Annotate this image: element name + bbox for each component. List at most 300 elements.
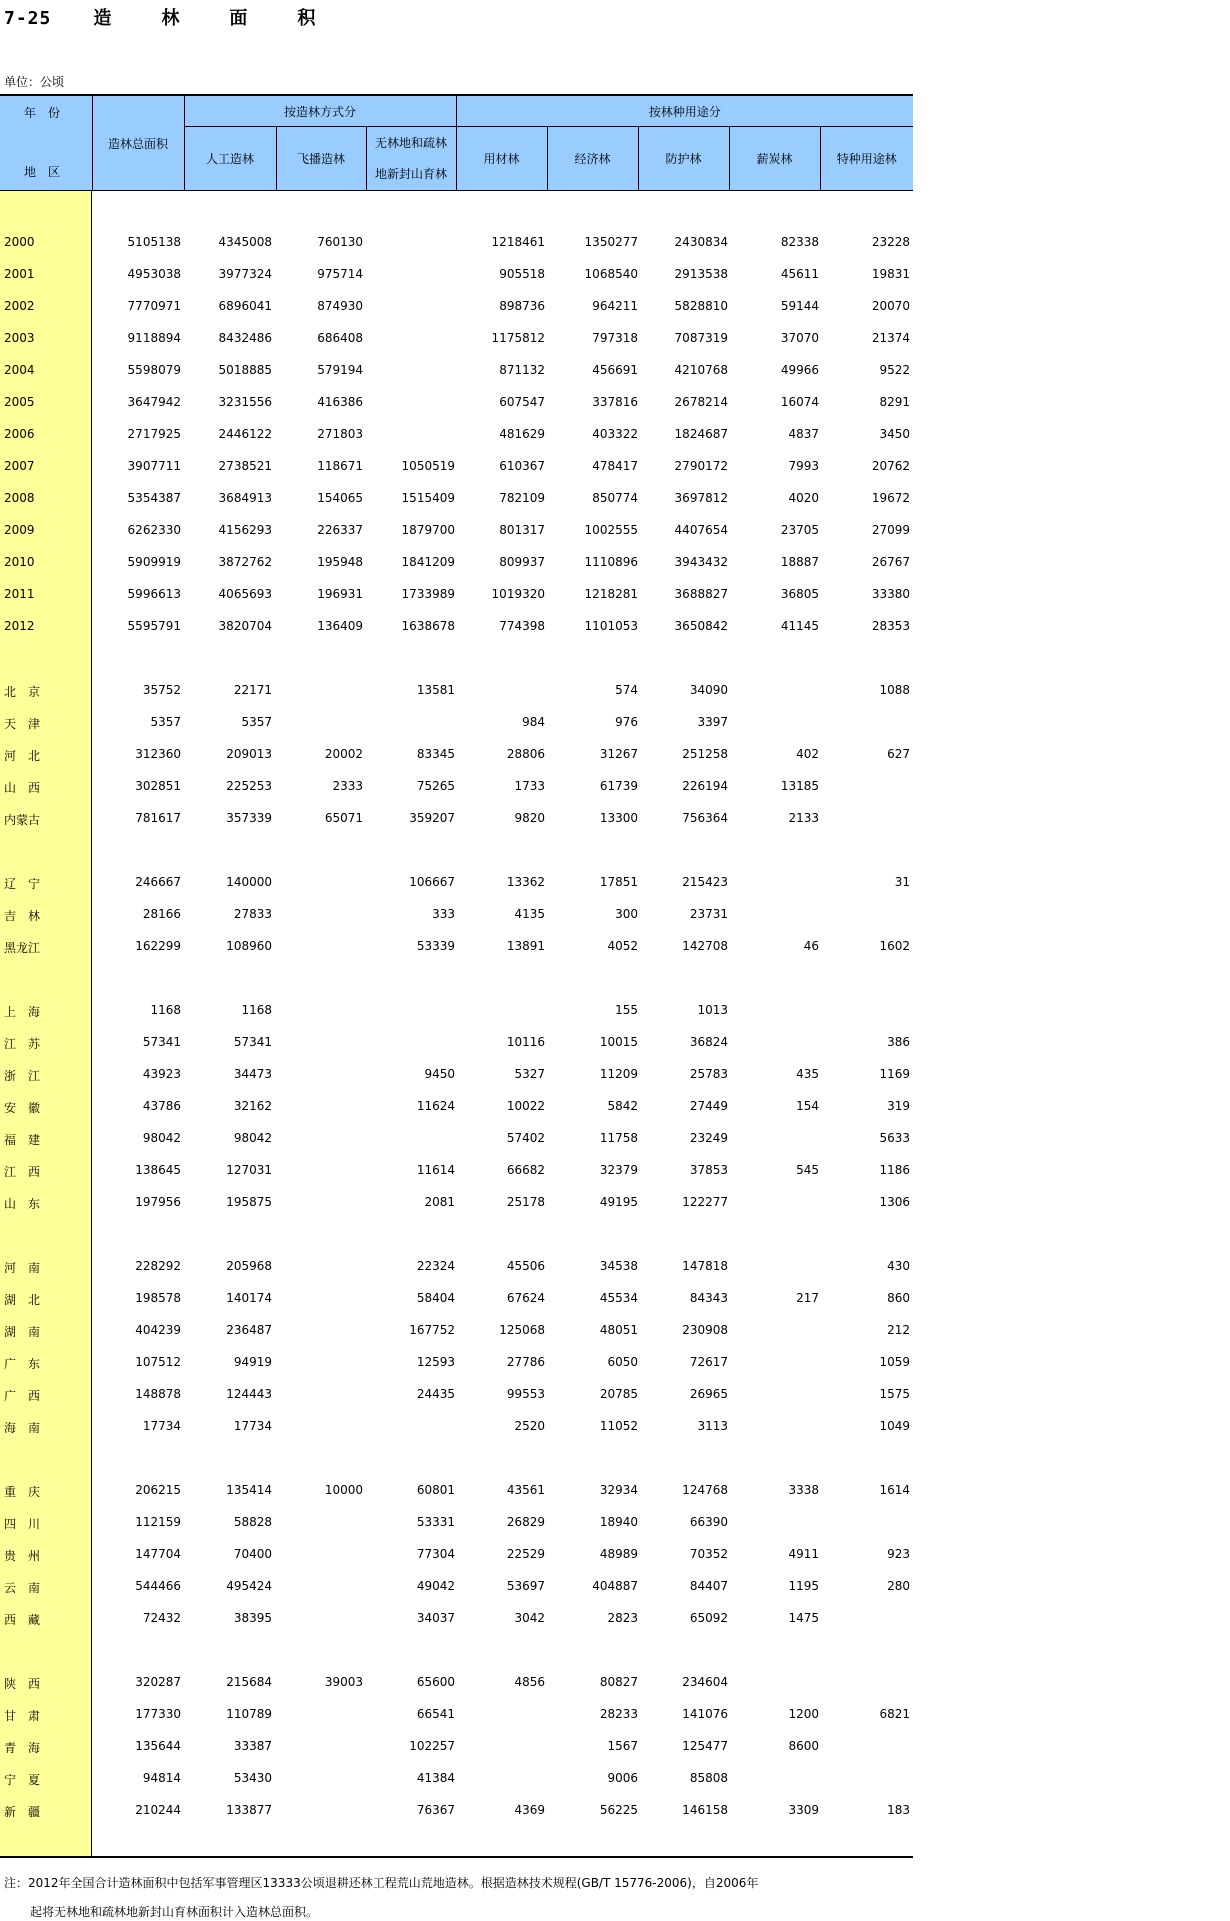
- table-cell: 183: [887, 1803, 910, 1817]
- header-total: 造林总面积: [92, 96, 184, 191]
- table-cell: 2520: [514, 1419, 545, 1433]
- table-cell: 77304: [416, 1547, 455, 1561]
- table-cell: 5633: [879, 1131, 910, 1145]
- table-cell: 312360: [135, 747, 181, 761]
- header-mountain-closure: [366, 127, 456, 191]
- table-cell: 10022: [506, 1099, 545, 1113]
- row-label: 吉 林: [4, 909, 41, 923]
- table-cell: 142708: [682, 939, 728, 953]
- table-row: [0, 1154, 913, 1186]
- table-cell: 5357: [241, 715, 272, 729]
- table-cell: 226337: [317, 523, 363, 537]
- table-row: [0, 706, 913, 738]
- table-cell: 3872762: [218, 555, 272, 569]
- row-label: 江 苏: [4, 1037, 41, 1051]
- row-label: 2011: [4, 587, 35, 601]
- table-cell: 320287: [135, 1675, 181, 1689]
- table-cell: 136409: [317, 619, 363, 633]
- table-cell: 319: [887, 1099, 910, 1113]
- table-cell: 140174: [226, 1291, 272, 1305]
- table-cell: 146158: [682, 1803, 728, 1817]
- table-cell: 230908: [682, 1323, 728, 1337]
- table-cell: 1059: [879, 1355, 910, 1369]
- table-cell: 1218281: [584, 587, 638, 601]
- table-cell: 456691: [592, 363, 638, 377]
- table-cell: 31: [894, 875, 910, 889]
- table-cell: 1218461: [491, 235, 545, 249]
- table-cell: 3684913: [218, 491, 272, 505]
- table-cell: 4156293: [218, 523, 272, 537]
- table-cell: 45506: [506, 1259, 545, 1273]
- table-cell: 24435: [416, 1387, 455, 1401]
- table-cell: 17734: [233, 1419, 272, 1433]
- table-header: [0, 95, 913, 191]
- table-cell: 210244: [135, 1803, 181, 1817]
- table-cell: 11758: [599, 1131, 638, 1145]
- table-cell: 544466: [135, 1579, 181, 1593]
- row-label: 贵 州: [4, 1549, 41, 1563]
- table-cell: 53430: [233, 1771, 272, 1785]
- row-label: 2002: [4, 299, 35, 313]
- table-cell: 217: [796, 1291, 819, 1305]
- table-row: [0, 738, 913, 770]
- table-cell: 3338: [788, 1483, 819, 1497]
- table-cell: 984: [522, 715, 545, 729]
- table-cell: 65092: [689, 1611, 728, 1625]
- table-cell: 135644: [135, 1739, 181, 1753]
- table-cell: 1515409: [401, 491, 455, 505]
- table-cell: 5828810: [674, 299, 728, 313]
- table-cell: 782109: [499, 491, 545, 505]
- table-row: [0, 1602, 913, 1634]
- table-cell: 2678214: [674, 395, 728, 409]
- table-row: [0, 450, 913, 482]
- table-cell: 809937: [499, 555, 545, 569]
- table-cell: 246667: [135, 875, 181, 889]
- table-row: [0, 1538, 913, 1570]
- table-cell: 28166: [142, 907, 181, 921]
- table-cell: 2823: [607, 1611, 638, 1625]
- table-cell: 98042: [233, 1131, 272, 1145]
- table-cell: 1101053: [584, 619, 638, 633]
- table-cell: 2430834: [674, 235, 728, 249]
- row-label: 辽 宁: [4, 877, 41, 891]
- table-cell: 1175812: [491, 331, 545, 345]
- table-cell: 234604: [682, 1675, 728, 1689]
- table-cell: 43923: [142, 1067, 181, 1081]
- table-cell: 430: [887, 1259, 910, 1273]
- row-label: 广 西: [4, 1389, 41, 1403]
- table-cell: 124443: [226, 1387, 272, 1401]
- table-cell: 34473: [233, 1067, 272, 1081]
- table-cell: 27099: [871, 523, 910, 537]
- table-cell: 108960: [226, 939, 272, 953]
- table-cell: 2738521: [218, 459, 272, 473]
- row-label: 河 南: [4, 1261, 41, 1275]
- table-cell: 125477: [682, 1739, 728, 1753]
- table-cell: 155: [615, 1003, 638, 1017]
- table-cell: 2333: [332, 779, 363, 793]
- table-cell: 43561: [506, 1483, 545, 1497]
- row-label: 云 南: [4, 1581, 41, 1595]
- table-cell: 39003: [324, 1675, 363, 1689]
- unit-label: 单位：公顷: [4, 75, 65, 89]
- table-cell: 196931: [317, 587, 363, 601]
- table-cell: 5909919: [127, 555, 181, 569]
- table-cell: 964211: [592, 299, 638, 313]
- table-cell: 41145: [780, 619, 819, 633]
- table-cell: 45611: [780, 267, 819, 281]
- table-cell: 1841209: [401, 555, 455, 569]
- table-cell: 147818: [682, 1259, 728, 1273]
- table-cell: 215684: [226, 1675, 272, 1689]
- row-label: 河 北: [4, 749, 41, 763]
- table-cell: 60801: [416, 1483, 455, 1497]
- table-cell: 1168: [150, 1003, 181, 1017]
- table-cell: 124768: [682, 1483, 728, 1497]
- table-cell: 686408: [317, 331, 363, 345]
- table-cell: 9450: [424, 1067, 455, 1081]
- table-cell: 66682: [506, 1163, 545, 1177]
- table-row: [0, 1730, 913, 1762]
- table-cell: 147704: [135, 1547, 181, 1561]
- table-cell: 49966: [780, 363, 819, 377]
- table-cell: 976: [615, 715, 638, 729]
- table-cell: 10116: [506, 1035, 545, 1049]
- table-cell: 16074: [780, 395, 819, 409]
- table-cell: 26767: [871, 555, 910, 569]
- table-cell: 236487: [226, 1323, 272, 1337]
- table-cell: 402: [796, 747, 819, 761]
- table-cell: 25178: [506, 1195, 545, 1209]
- table-row: [0, 1090, 913, 1122]
- table-cell: 1169: [879, 1067, 910, 1081]
- header-artificial: 人工造林: [184, 127, 276, 191]
- table-cell: 38395: [233, 1611, 272, 1625]
- table-cell: 3397: [697, 715, 728, 729]
- table-cell: 19831: [871, 267, 910, 281]
- table-cell: 13185: [780, 779, 819, 793]
- table-cell: 5357: [150, 715, 181, 729]
- table-cell: 127031: [226, 1163, 272, 1177]
- table-cell: 195948: [317, 555, 363, 569]
- table-row: [0, 1122, 913, 1154]
- table-cell: 333: [432, 907, 455, 921]
- row-label: 江 西: [4, 1165, 41, 1179]
- table-row: [0, 290, 913, 322]
- table-row: [0, 770, 913, 802]
- table-cell: 337816: [592, 395, 638, 409]
- table-cell: 45534: [599, 1291, 638, 1305]
- table-cell: 53697: [506, 1579, 545, 1593]
- table-cell: 32379: [599, 1163, 638, 1177]
- table-cell: 4210768: [674, 363, 728, 377]
- table-cell: 11624: [416, 1099, 455, 1113]
- table-cell: 22171: [233, 683, 272, 697]
- row-label: 2003: [4, 331, 35, 345]
- table-cell: 76367: [416, 1803, 455, 1817]
- group-spacer: [0, 962, 913, 994]
- table-cell: 57402: [506, 1131, 545, 1145]
- table-cell: 106667: [409, 875, 455, 889]
- table-cell: 3977324: [218, 267, 272, 281]
- table-cell: 1168: [241, 1003, 272, 1017]
- table-cell: 198578: [135, 1291, 181, 1305]
- table-cell: 7087319: [674, 331, 728, 345]
- table-cell: 102257: [409, 1739, 455, 1753]
- table-cell: 20785: [599, 1387, 638, 1401]
- table-cell: 19672: [871, 491, 910, 505]
- table-cell: 23731: [689, 907, 728, 921]
- table-cell: 12593: [416, 1355, 455, 1369]
- table-cell: 1638678: [401, 619, 455, 633]
- table-body: [0, 226, 913, 1826]
- table-cell: 228292: [135, 1259, 181, 1273]
- table-cell: 11614: [416, 1163, 455, 1177]
- table-row: [0, 1666, 913, 1698]
- table-cell: 72432: [142, 1611, 181, 1625]
- row-label: 陕 西: [4, 1677, 41, 1691]
- table-row: [0, 1570, 913, 1602]
- table-cell: 271803: [317, 427, 363, 441]
- table-cell: 1824687: [674, 427, 728, 441]
- table-cell: 10000: [324, 1483, 363, 1497]
- table-cell: 3647942: [127, 395, 181, 409]
- table-cell: 478417: [592, 459, 638, 473]
- table-row: [0, 1506, 913, 1538]
- row-label: 2000: [4, 235, 35, 249]
- table-cell: 75265: [416, 779, 455, 793]
- table-cell: 154: [796, 1099, 819, 1113]
- header-firewood: 薪炭林: [729, 127, 820, 191]
- table-cell: 226194: [682, 779, 728, 793]
- table-cell: 871132: [499, 363, 545, 377]
- table-cell: 17734: [142, 1419, 181, 1433]
- group-spacer: [0, 642, 913, 674]
- row-label: 甘 肃: [4, 1709, 41, 1723]
- table-cell: 36805: [780, 587, 819, 601]
- table-cell: 36824: [689, 1035, 728, 1049]
- table-cell: 860: [887, 1291, 910, 1305]
- table-cell: 34538: [599, 1259, 638, 1273]
- table-cell: 94814: [142, 1771, 181, 1785]
- table-cell: 797318: [592, 331, 638, 345]
- table-cell: 3231556: [218, 395, 272, 409]
- table-cell: 4135: [514, 907, 545, 921]
- table-cell: 1186: [879, 1163, 910, 1177]
- table-cell: 13300: [599, 811, 638, 825]
- table-cell: 607547: [499, 395, 545, 409]
- table-cell: 37853: [689, 1163, 728, 1177]
- table-cell: 110789: [226, 1707, 272, 1721]
- table-cell: 1002555: [584, 523, 638, 537]
- table-cell: 1614: [879, 1483, 910, 1497]
- table-cell: 13581: [416, 683, 455, 697]
- table-cell: 72617: [689, 1355, 728, 1369]
- table-cell: 18940: [599, 1515, 638, 1529]
- table-row: [0, 386, 913, 418]
- table-cell: 5595791: [127, 619, 181, 633]
- table-cell: 20070: [871, 299, 910, 313]
- group-spacer: [0, 834, 913, 866]
- table-cell: 107512: [135, 1355, 181, 1369]
- table-cell: 416386: [317, 395, 363, 409]
- table-cell: 28233: [599, 1707, 638, 1721]
- table-cell: 4052: [607, 939, 638, 953]
- table-cell: 545: [796, 1163, 819, 1177]
- table-cell: 4369: [514, 1803, 545, 1817]
- table-cell: 2790172: [674, 459, 728, 473]
- row-label: 2006: [4, 427, 35, 441]
- table-cell: 3113: [697, 1419, 728, 1433]
- table-cell: 1475: [788, 1611, 819, 1625]
- table-cell: 177330: [135, 1707, 181, 1721]
- table-row: [0, 418, 913, 450]
- header-mountain-line1: 无林地和疏林: [375, 135, 448, 150]
- table-row: [0, 322, 913, 354]
- row-label: 上 海: [4, 1005, 41, 1019]
- table-cell: 154065: [317, 491, 363, 505]
- footnote-line-1: 注：2012年全国合计造林面积中包括军事管理区13333公顷退耕还林工程荒山荒地造林。根据造林技术规程(GB/T 15776-2006)，自2006年: [4, 1876, 759, 1890]
- table-cell: 5018885: [218, 363, 272, 377]
- table-cell: 300: [615, 907, 638, 921]
- footnote-line-2: 起将无林地和疏林地新封山育林面积计入造林总面积。: [30, 1905, 319, 1919]
- table-cell: 22529: [506, 1547, 545, 1561]
- table-cell: 49042: [416, 1579, 455, 1593]
- row-label: 山 西: [4, 781, 41, 795]
- table-cell: 495424: [226, 1579, 272, 1593]
- table-cell: 32934: [599, 1483, 638, 1497]
- table-cell: 3907711: [127, 459, 181, 473]
- table-cell: 610367: [499, 459, 545, 473]
- table-cell: 53339: [416, 939, 455, 953]
- table-cell: 404887: [592, 1579, 638, 1593]
- row-label: 浙 江: [4, 1069, 41, 1083]
- header-group-method: 按造林方式分: [184, 96, 456, 127]
- table-cell: 18887: [780, 555, 819, 569]
- table-cell: 3697812: [674, 491, 728, 505]
- table-cell: 1602: [879, 939, 910, 953]
- table-cell: 59144: [780, 299, 819, 313]
- table-cell: 20762: [871, 459, 910, 473]
- row-label: 黑龙江: [4, 941, 41, 955]
- table-cell: 1195: [788, 1579, 819, 1593]
- table-row: [0, 930, 913, 962]
- row-label: 内蒙古: [4, 813, 41, 827]
- table-cell: 760130: [317, 235, 363, 249]
- row-label: 2008: [4, 491, 35, 505]
- table-cell: 2717925: [127, 427, 181, 441]
- table-cell: 774398: [499, 619, 545, 633]
- table-row: [0, 898, 913, 930]
- row-label: 北 京: [4, 685, 41, 699]
- table-cell: 65071: [324, 811, 363, 825]
- row-label: 重 庆: [4, 1485, 41, 1499]
- table-cell: 1733989: [401, 587, 455, 601]
- table-cell: 359207: [409, 811, 455, 825]
- table-cell: 4911: [788, 1547, 819, 1561]
- table-cell: 57341: [233, 1035, 272, 1049]
- table-cell: 404239: [135, 1323, 181, 1337]
- table-cell: 84343: [689, 1291, 728, 1305]
- table-cell: 481629: [499, 427, 545, 441]
- table-cell: 905518: [499, 267, 545, 281]
- table-cell: 2446122: [218, 427, 272, 441]
- row-label: 湖 南: [4, 1325, 41, 1339]
- table-cell: 27833: [233, 907, 272, 921]
- table-cell: 8432486: [218, 331, 272, 345]
- row-label: 海 南: [4, 1421, 41, 1435]
- row-label: 福 建: [4, 1133, 41, 1147]
- table-cell: 167752: [409, 1323, 455, 1337]
- table-cell: 212: [887, 1323, 910, 1337]
- table-cell: 898736: [499, 299, 545, 313]
- table-row: [0, 354, 913, 386]
- table-cell: 1050519: [401, 459, 455, 473]
- table-cell: 8291: [879, 395, 910, 409]
- header-aerial: 飞播造林: [276, 127, 366, 191]
- table-row: [0, 1282, 913, 1314]
- table-cell: 3450: [879, 427, 910, 441]
- table-cell: 8600: [788, 1739, 819, 1753]
- table-cell: 4953038: [127, 267, 181, 281]
- table-row: [0, 482, 913, 514]
- table-cell: 41384: [416, 1771, 455, 1785]
- table-cell: 35752: [142, 683, 181, 697]
- table-cell: 82338: [780, 235, 819, 249]
- table-cell: 874930: [317, 299, 363, 313]
- table-cell: 13891: [506, 939, 545, 953]
- table-cell: 33380: [871, 587, 910, 601]
- table-cell: 66541: [416, 1707, 455, 1721]
- row-label: 2010: [4, 555, 35, 569]
- row-label: 2005: [4, 395, 35, 409]
- table-cell: 574: [615, 683, 638, 697]
- table-cell: 67624: [506, 1291, 545, 1305]
- group-spacer: [0, 1442, 913, 1474]
- table-row: [0, 1762, 913, 1794]
- table-cell: 70352: [689, 1547, 728, 1561]
- table-cell: 9820: [514, 811, 545, 825]
- table-row: [0, 1026, 913, 1058]
- table-cell: 57341: [142, 1035, 181, 1049]
- table-cell: 4856: [514, 1675, 545, 1689]
- table-cell: 403322: [592, 427, 638, 441]
- table-cell: 53331: [416, 1515, 455, 1529]
- table-cell: 27449: [689, 1099, 728, 1113]
- table-cell: 37070: [780, 331, 819, 345]
- row-label: 四 川: [4, 1517, 41, 1531]
- table-cell: 80827: [599, 1675, 638, 1689]
- row-label: 2012: [4, 619, 35, 633]
- table-cell: 28806: [506, 747, 545, 761]
- table-cell: 112159: [135, 1515, 181, 1529]
- table-row: [0, 866, 913, 898]
- header-special: 特种用途林: [820, 127, 913, 191]
- table-cell: 141076: [682, 1707, 728, 1721]
- table-cell: 251258: [682, 747, 728, 761]
- table-cell: 2133: [788, 811, 819, 825]
- table-cell: 215423: [682, 875, 728, 889]
- table-cell: 140000: [226, 875, 272, 889]
- table-title: [4, 4, 365, 30]
- table-cell: 975714: [317, 267, 363, 281]
- table-cell: 3309: [788, 1803, 819, 1817]
- table-cell: 34037: [416, 1611, 455, 1625]
- header-region: 地 区: [24, 165, 61, 179]
- table-cell: 25783: [689, 1067, 728, 1081]
- table-cell: 49195: [599, 1195, 638, 1209]
